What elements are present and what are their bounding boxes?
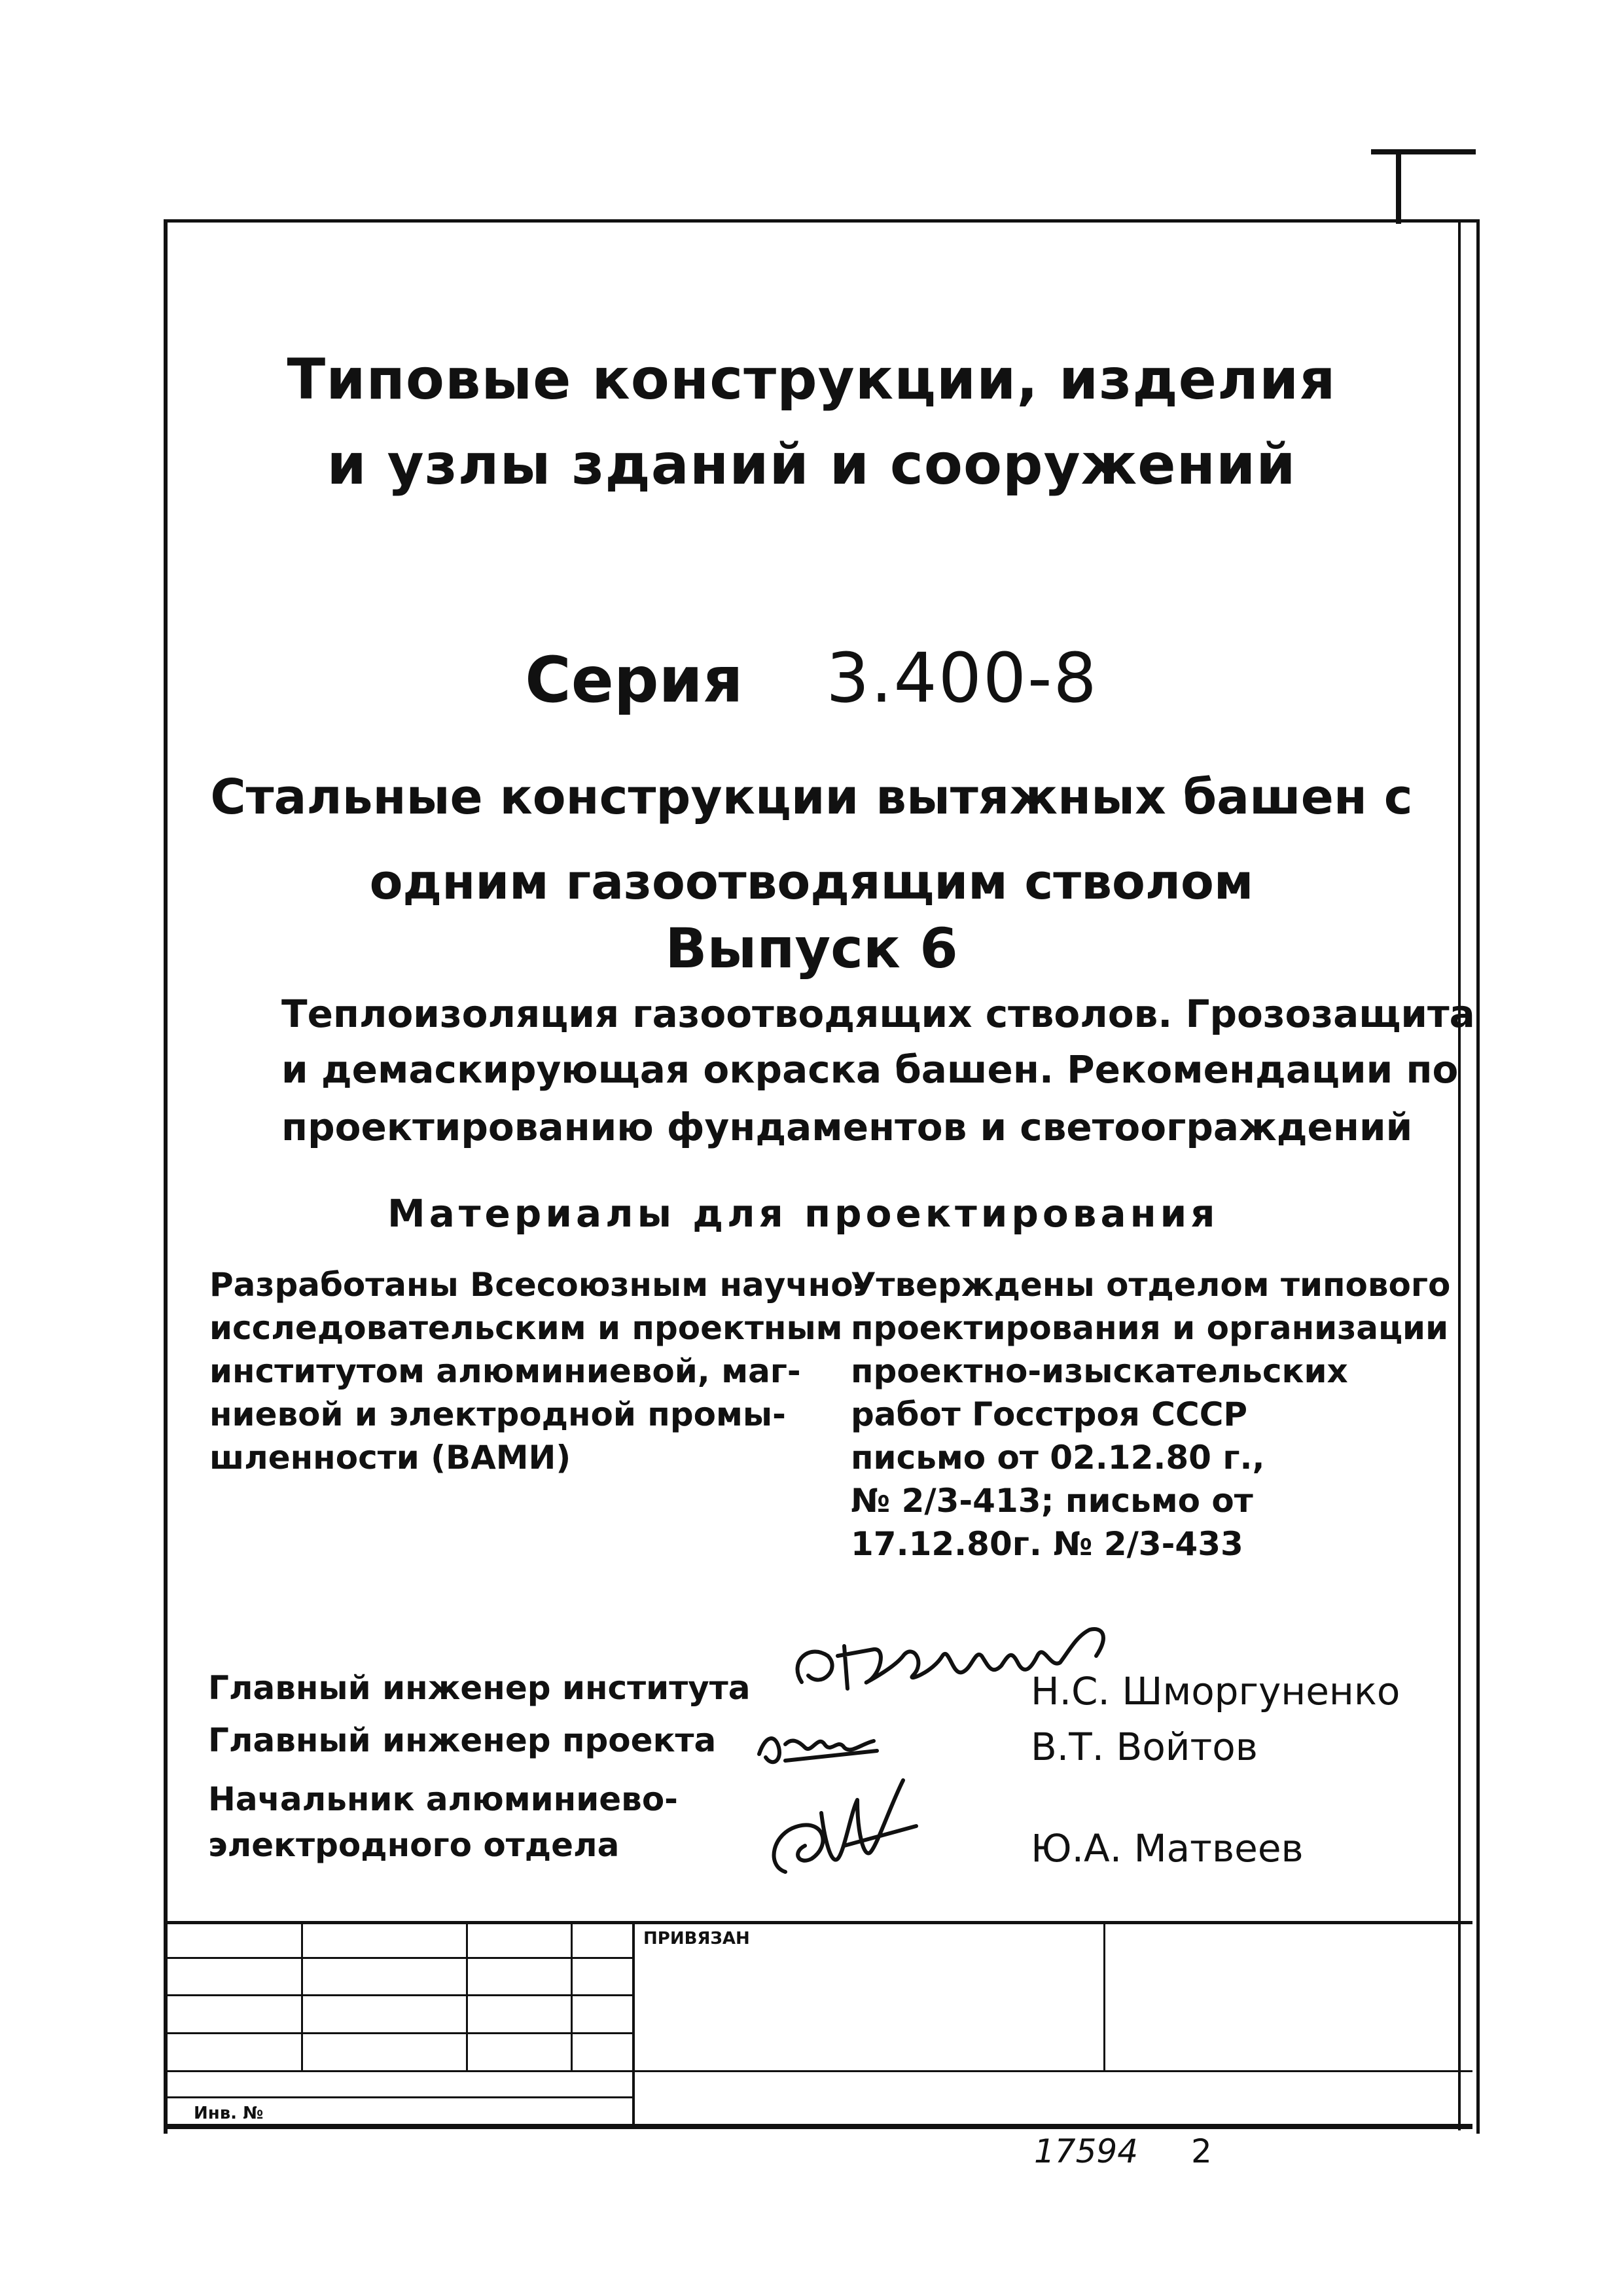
description-line-2: и демаскирующая окраска башен. Рекомендации по [281, 1047, 1459, 1092]
frame-inner-right-line [1458, 223, 1461, 2130]
title-block-row-line [168, 1957, 632, 1959]
approved-by-line: проектирования и организации [851, 1309, 1449, 1347]
approved-by-line: работ Госстроя СССР [851, 1395, 1248, 1433]
signature-voitov-icon [746, 1708, 890, 1774]
series-label: Серия [525, 643, 743, 717]
approved-by-line: проектно-изыскательских [851, 1352, 1348, 1390]
subtitle-line-2: одним газоотводящим стволом [369, 854, 1254, 910]
title-block-row-line [168, 2032, 632, 2034]
title-block-column-line [301, 1921, 303, 2070]
developed-by-line: исследовательским и проектным [209, 1309, 843, 1347]
series-heading [0, 638, 1623, 718]
title-block-row-line [168, 2096, 632, 2098]
signatory-name-shmorgunenko: Н.С. Шморгуненко [1031, 1669, 1400, 1713]
title-block [168, 1921, 1472, 2130]
title-block-row-line [168, 2070, 1472, 2072]
series-number: 3.400-8 [826, 638, 1098, 718]
signatory-name-matveev: Ю.А. Матвеев [1031, 1826, 1304, 1871]
approved-by-line: письмо от 02.12.80 г., [851, 1439, 1265, 1477]
signatory-role-chief-engineer-project: Главный инженер проекта [208, 1721, 717, 1759]
developed-by-line: ниевой и электродной промы- [209, 1395, 786, 1433]
title-block-column-line [466, 1921, 468, 2070]
signature-matveev-icon [759, 1774, 929, 1885]
title-line-1: Типовые конструкции, изделия [287, 347, 1336, 412]
title-block-bottom-border [168, 2124, 1472, 2129]
signatory-name-voitov: В.Т. Войтов [1031, 1725, 1258, 1769]
title-line-2: и узлы зданий и сооружений [327, 432, 1296, 497]
subtitle-line-1: Стальные конструкции вытяжных башен с [210, 769, 1413, 825]
title-block-row-line [168, 1994, 632, 1996]
title-block-column-line [1103, 1921, 1105, 2070]
materials-heading: Материалы для проектирования [387, 1191, 1219, 1236]
issue-number: Выпуск 6 [665, 916, 958, 980]
bound-label: ПРИВЯЗАН [643, 1929, 750, 1948]
signatory-role-department-head-line-1: Начальник алюминиево- [208, 1780, 678, 1818]
developed-by-line: Разработаны Всесоюзным научно- [209, 1266, 867, 1304]
developed-by-block [209, 1263, 866, 1479]
corner-mark-horizontal [1371, 149, 1476, 154]
description-line-3: проектированию фундаментов и светоограждений [281, 1105, 1413, 1149]
corner-mark-vertical [1396, 152, 1401, 224]
title-block-column-line [632, 1921, 635, 2124]
approved-by-line: 17.12.80г. № 2/3-433 [851, 1525, 1243, 1563]
title-block-column-line [571, 1921, 573, 2070]
developed-by-line: шленности (ВАМИ) [209, 1439, 571, 1477]
description-line-1: Теплоизоляция газоотводящих стволов. Грозозащита [281, 992, 1475, 1036]
signatory-role-chief-engineer-institute: Главный инженер института [208, 1669, 751, 1707]
developed-by-line: институтом алюминиевой, маг- [209, 1352, 801, 1390]
approved-by-line: № 2/3-413; письмо от [851, 1482, 1253, 1520]
inventory-label: Инв. № [194, 2104, 264, 2123]
inventory-number: 17594 [1034, 2132, 1139, 2170]
signature-shmorgunenko-icon [782, 1610, 1149, 1715]
title-block-top-border [168, 1921, 1472, 1924]
signatory-role-department-head-line-2: электродного отдела [208, 1826, 620, 1864]
approved-by-line: Утверждены отделом типового [851, 1266, 1451, 1304]
approved-by-block [851, 1263, 1450, 1566]
page-number: 2 [1191, 2132, 1212, 2170]
